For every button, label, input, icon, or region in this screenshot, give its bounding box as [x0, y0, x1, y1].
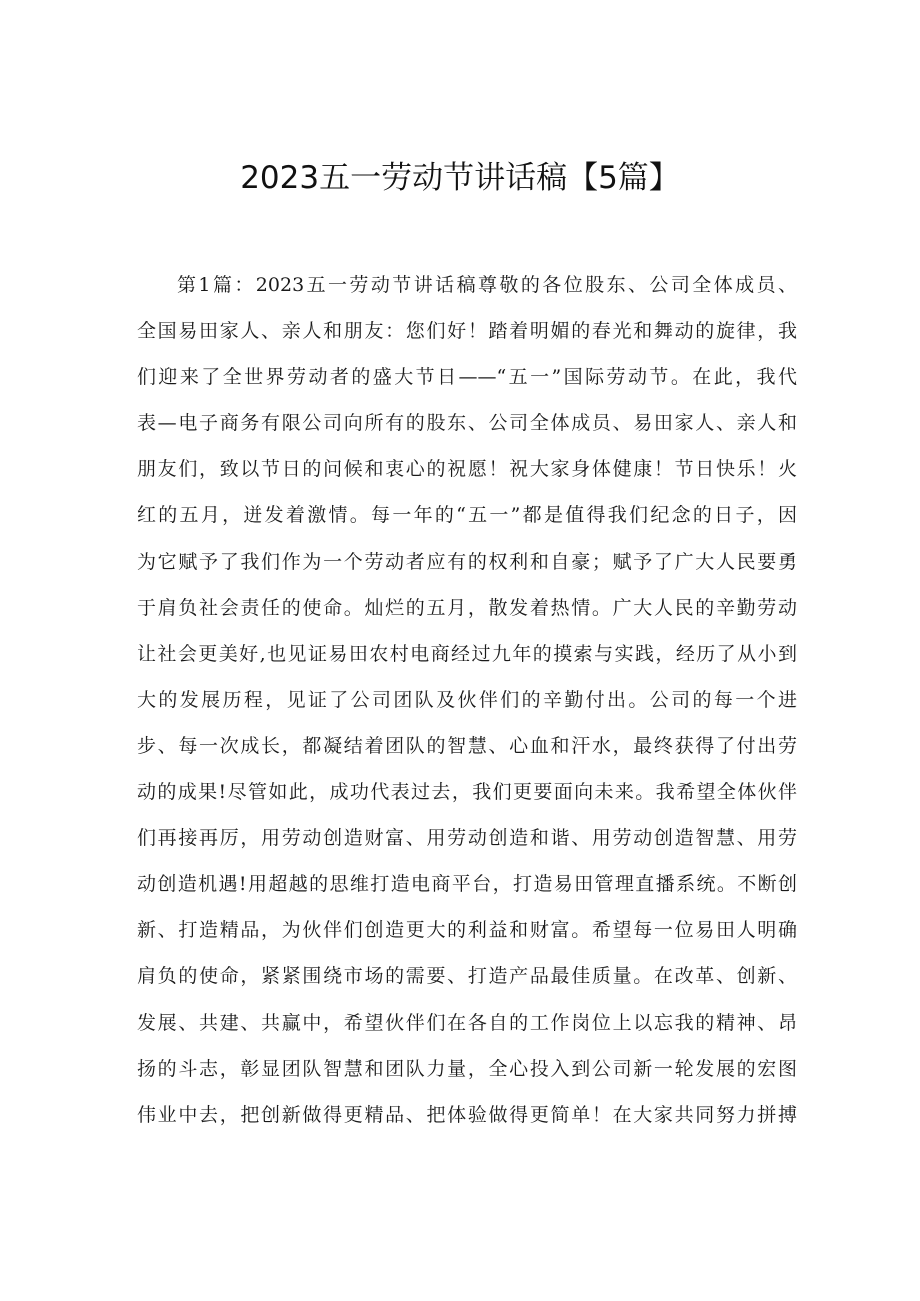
body-line: 第1篇：2023五一劳动节讲话稿尊敬的各位股东、公司全体成员、 — [177, 274, 797, 296]
body-line: 为它赋予了我们作为一个劳动者应有的权利和自豪；赋予了广大人民要勇 — [137, 550, 797, 573]
body-line: 全国易田家人、亲人和朋友：您们好！踏着明媚的春光和舞动的旋律，我 — [137, 320, 797, 343]
body-line: 扬的斗志，彰显团队智慧和团队力量，全心投入到公司新一轮发展的宏图 — [137, 1057, 797, 1080]
body-line: 肩负的使命，紧紧围绕市场的需要、打造产品最佳质量。在改革、创新、 — [137, 965, 797, 988]
document-body — [137, 262, 797, 1138]
body-line: 动创造机遇!用超越的思维打造电商平台，打造易田管理直播系统。不断创 — [137, 873, 797, 896]
body-line: 表—电子商务有限公司向所有的股东、公司全体成员、易田家人、亲人和 — [137, 412, 797, 435]
body-line: 们再接再厉，用劳动创造财富、用劳动创造和谐、用劳动创造智慧、用劳 — [137, 827, 797, 850]
body-line: 朋友们，致以节日的问候和衷心的祝愿！祝大家身体健康！节日快乐！火 — [137, 458, 797, 481]
body-line: 让社会更美好,也见证易田农村电商经过九年的摸索与实践，经历了从小到 — [137, 642, 797, 665]
body-line: 大的发展历程，见证了公司团队及伙伴们的辛勤付出。公司的每一个进 — [137, 688, 797, 711]
body-line: 发展、共建、共赢中，希望伙伴们在各自的工作岗位上以忘我的精神、昂 — [137, 1011, 797, 1034]
body-line: 伟业中去，把创新做得更精品、把体验做得更简单！在大家共同努力拼搏 — [137, 1103, 797, 1126]
body-line: 红的五月，迸发着激情。每一年的“五一”都是值得我们纪念的日子，因 — [137, 504, 797, 527]
body-line: 于肩负社会责任的使命。灿烂的五月，散发着热情。广大人民的辛勤劳动 — [137, 596, 797, 619]
body-line: 新、打造精品，为伙伴们创造更大的利益和财富。希望每一位易田人明确 — [137, 919, 797, 942]
body-line: 步、每一次成长，都凝结着团队的智慧、心血和汗水，最终获得了付出劳 — [137, 734, 797, 757]
body-line: 们迎来了全世界劳动者的盛大节日——“五一”国际劳动节。在此，我代 — [137, 366, 797, 389]
body-line: 动的成果!尽管如此，成功代表过去，我们更要面向未来。我希望全体伙伴 — [137, 781, 797, 804]
document-title: 2023五一劳动节讲话稿【5篇】 — [240, 160, 680, 196]
